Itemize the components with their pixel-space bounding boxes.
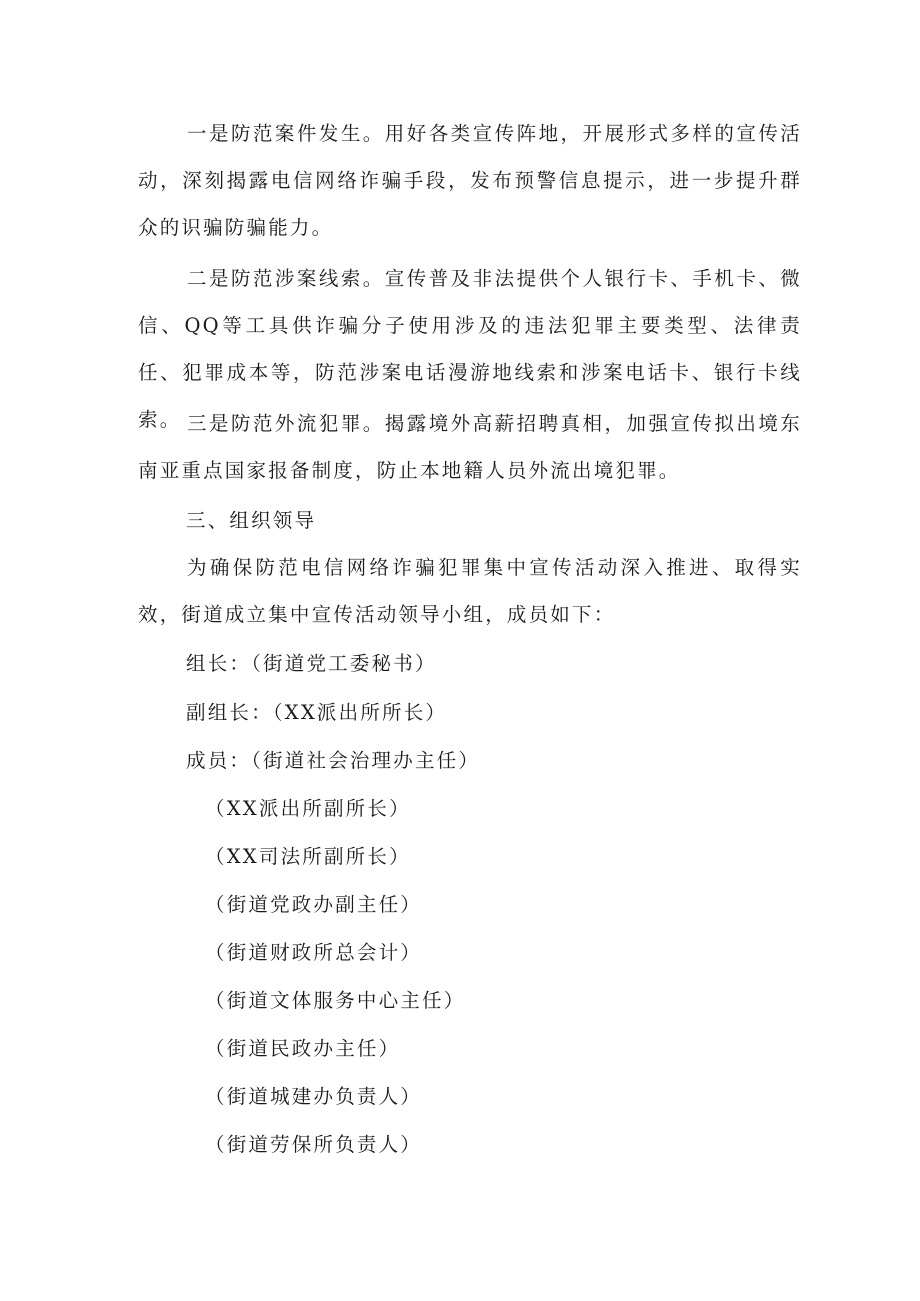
paragraph-prevent-cases: 一是防范案件发生。用好各类宣传阵地，开展形式多样的宣传活动，深刻揭露电信网络诈骗手段，发布预警信息提示，进一步提升群众的识骗防骗能力。 [138, 122, 802, 239]
leader-line: 组长：（街道党工委秘书） [186, 652, 437, 675]
member-item: （街道城建办负责人） [205, 1085, 423, 1108]
paragraph-intro: 为确保防范电信网络诈骗犯罪集中宣传活动深入推进、取得实效，街道成立集中宣传活动领导小组，成员如下： [138, 556, 802, 626]
section-heading: 三、组织领导 [186, 509, 317, 532]
member-item: （街道民政办主任） [205, 1037, 401, 1060]
member-item: （街道财政所总会计） [205, 941, 423, 964]
paragraph-prevent-clues: 二是防范涉案线索。宣传普及非法提供个人银行卡、手机卡、微信、QQ等工具供诈骗分子使用涉及的违法犯罪主要类型、法律责任、犯罪成本等，防范涉案电话漫游地线索和涉案电话卡、银行卡线索。 [138, 267, 802, 431]
member-item: （XX司法所副所长） [205, 845, 411, 868]
deputy-leader-line: 副组长：（XX派出所所长） [186, 701, 448, 724]
member-item: （XX派出所副所长） [205, 797, 411, 820]
paragraph-prevent-outflow: 三是防范外流犯罪。揭露境外高薪招聘真相，加强宣传拟出境东南亚重点国家报备制度，防止本地籍人员外流出境犯罪。 [138, 412, 802, 482]
members-first-line: 成员：（街道社会治理办主任） [186, 749, 481, 772]
member-item: （街道劳保所负责人） [205, 1133, 423, 1156]
member-item: （街道党政办副主任） [205, 893, 423, 916]
member-item: （街道文体服务中心主任） [205, 989, 466, 1012]
